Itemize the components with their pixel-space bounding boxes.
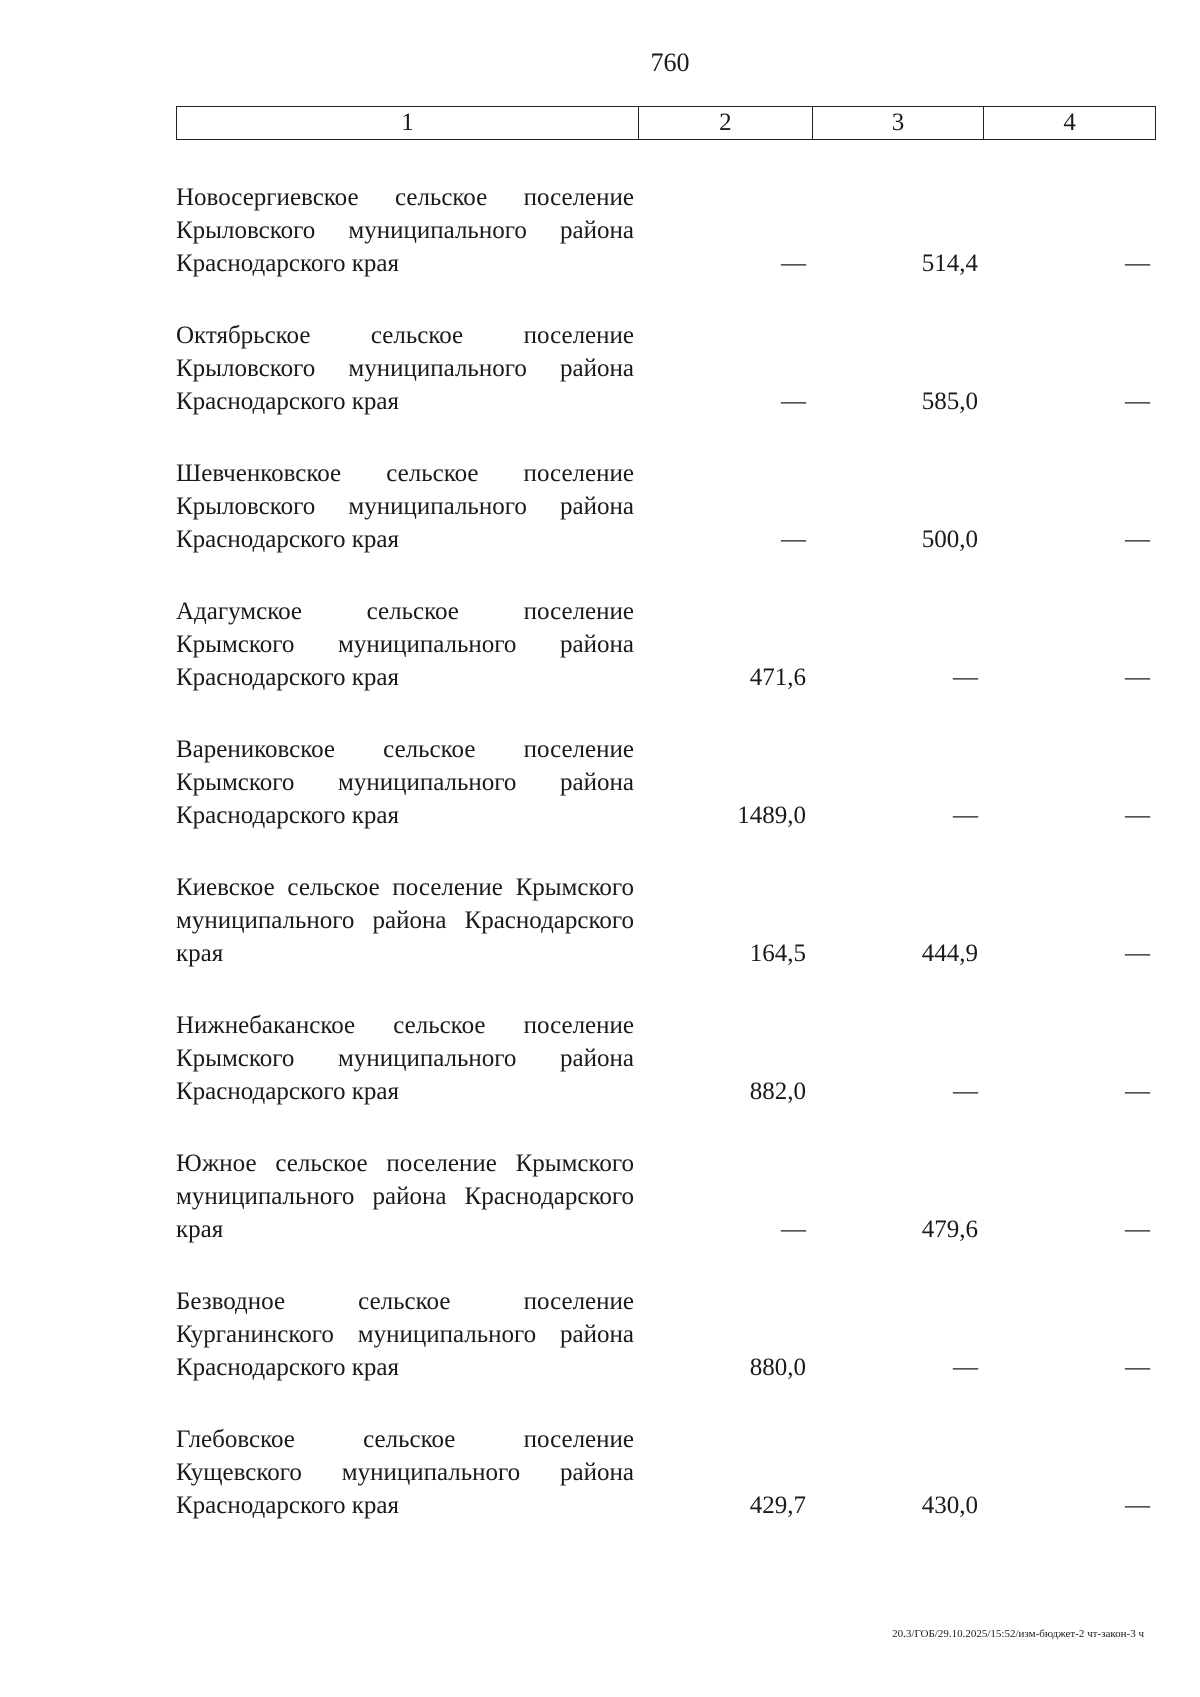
- settlement-name: Киевское сельское поселение Крымского муниципального района Краснодарского края: [176, 874, 634, 967]
- value-col-4: —: [1125, 1492, 1150, 1519]
- value-col-4: —: [1125, 1078, 1150, 1105]
- value-col-2: —: [781, 250, 806, 277]
- settlement-name: Новосергиевское сельское поселение Крыловского муниципального района Краснодарского края: [176, 184, 634, 277]
- header-col-2: 2: [638, 107, 812, 139]
- settlement-name: Варениковское сельское поселение Крымского муниципального района Краснодарского края: [176, 736, 634, 829]
- header-col-1: 1: [401, 109, 414, 136]
- table-row: [176, 694, 1156, 832]
- document-footer: 20.3/ГОБ/29.10.2025/15:52/изм-бюджет-2 чт-закон-3 ч: [892, 1628, 1144, 1640]
- settlement-name: Шевченковское сельское поселение Крыловского муниципального района Краснодарского края: [176, 460, 634, 553]
- table-row: [176, 418, 1156, 556]
- value-col-4: —: [1125, 802, 1150, 829]
- header-col-3: 3: [812, 107, 984, 139]
- value-col-2: 882,0: [749, 1078, 806, 1105]
- table-row: [176, 970, 1156, 1108]
- value-col-2: —: [781, 388, 806, 415]
- budget-table: [176, 106, 1156, 1522]
- value-col-2: 429,7: [749, 1492, 806, 1519]
- value-col-3: 444,9: [921, 940, 978, 967]
- table-row: [176, 142, 1156, 280]
- value-col-4: —: [1125, 1354, 1150, 1381]
- value-col-4: —: [1125, 1216, 1150, 1243]
- value-col-2: 880,0: [749, 1354, 806, 1381]
- table-body: [176, 142, 1156, 1522]
- settlement-name: Адагумское сельское поселение Крымского муниципального района Краснодарского края: [176, 598, 634, 691]
- value-col-2: —: [781, 526, 806, 553]
- value-col-3: 500,0: [921, 526, 978, 553]
- value-col-3: —: [953, 1078, 978, 1105]
- settlement-name: Безводное сельское поселение Курганинского муниципального района Краснодарского края: [176, 1288, 634, 1381]
- table-row: [176, 1384, 1156, 1522]
- value-col-2: —: [781, 1216, 806, 1243]
- value-col-3: 514,4: [921, 250, 978, 277]
- value-col-3: 585,0: [921, 388, 978, 415]
- value-col-3: —: [953, 802, 978, 829]
- settlement-name: Южное сельское поселение Крымского муниципального района Краснодарского края: [176, 1150, 634, 1243]
- value-col-4: —: [1125, 664, 1150, 691]
- value-col-4: —: [1125, 388, 1150, 415]
- value-col-2: 1489,0: [737, 802, 806, 829]
- value-col-4: —: [1125, 940, 1150, 967]
- value-col-2: 471,6: [749, 664, 806, 691]
- table-row: [176, 556, 1156, 694]
- table-header: [176, 106, 1156, 140]
- table-row: [176, 280, 1156, 418]
- value-col-4: —: [1125, 526, 1150, 553]
- header-col-4: 4: [983, 107, 1155, 139]
- table-row: [176, 1108, 1156, 1246]
- page-number: 760: [650, 48, 690, 77]
- settlement-name: Нижнебаканское сельское поселение Крымского муниципального района Краснодарского края: [176, 1012, 634, 1105]
- settlement-name: Октябрьское сельское поселение Крыловского муниципального района Краснодарского края: [176, 322, 634, 415]
- value-col-4: —: [1125, 250, 1150, 277]
- value-col-3: —: [953, 1354, 978, 1381]
- value-col-3: 430,0: [921, 1492, 978, 1519]
- value-col-3: —: [953, 664, 978, 691]
- settlement-name: Глебовское сельское поселение Кущевского муниципального района Краснодарского края: [176, 1426, 634, 1519]
- table-row: [176, 1246, 1156, 1384]
- value-col-2: 164,5: [749, 940, 806, 967]
- table-row: [176, 832, 1156, 970]
- value-col-3: 479,6: [921, 1216, 978, 1243]
